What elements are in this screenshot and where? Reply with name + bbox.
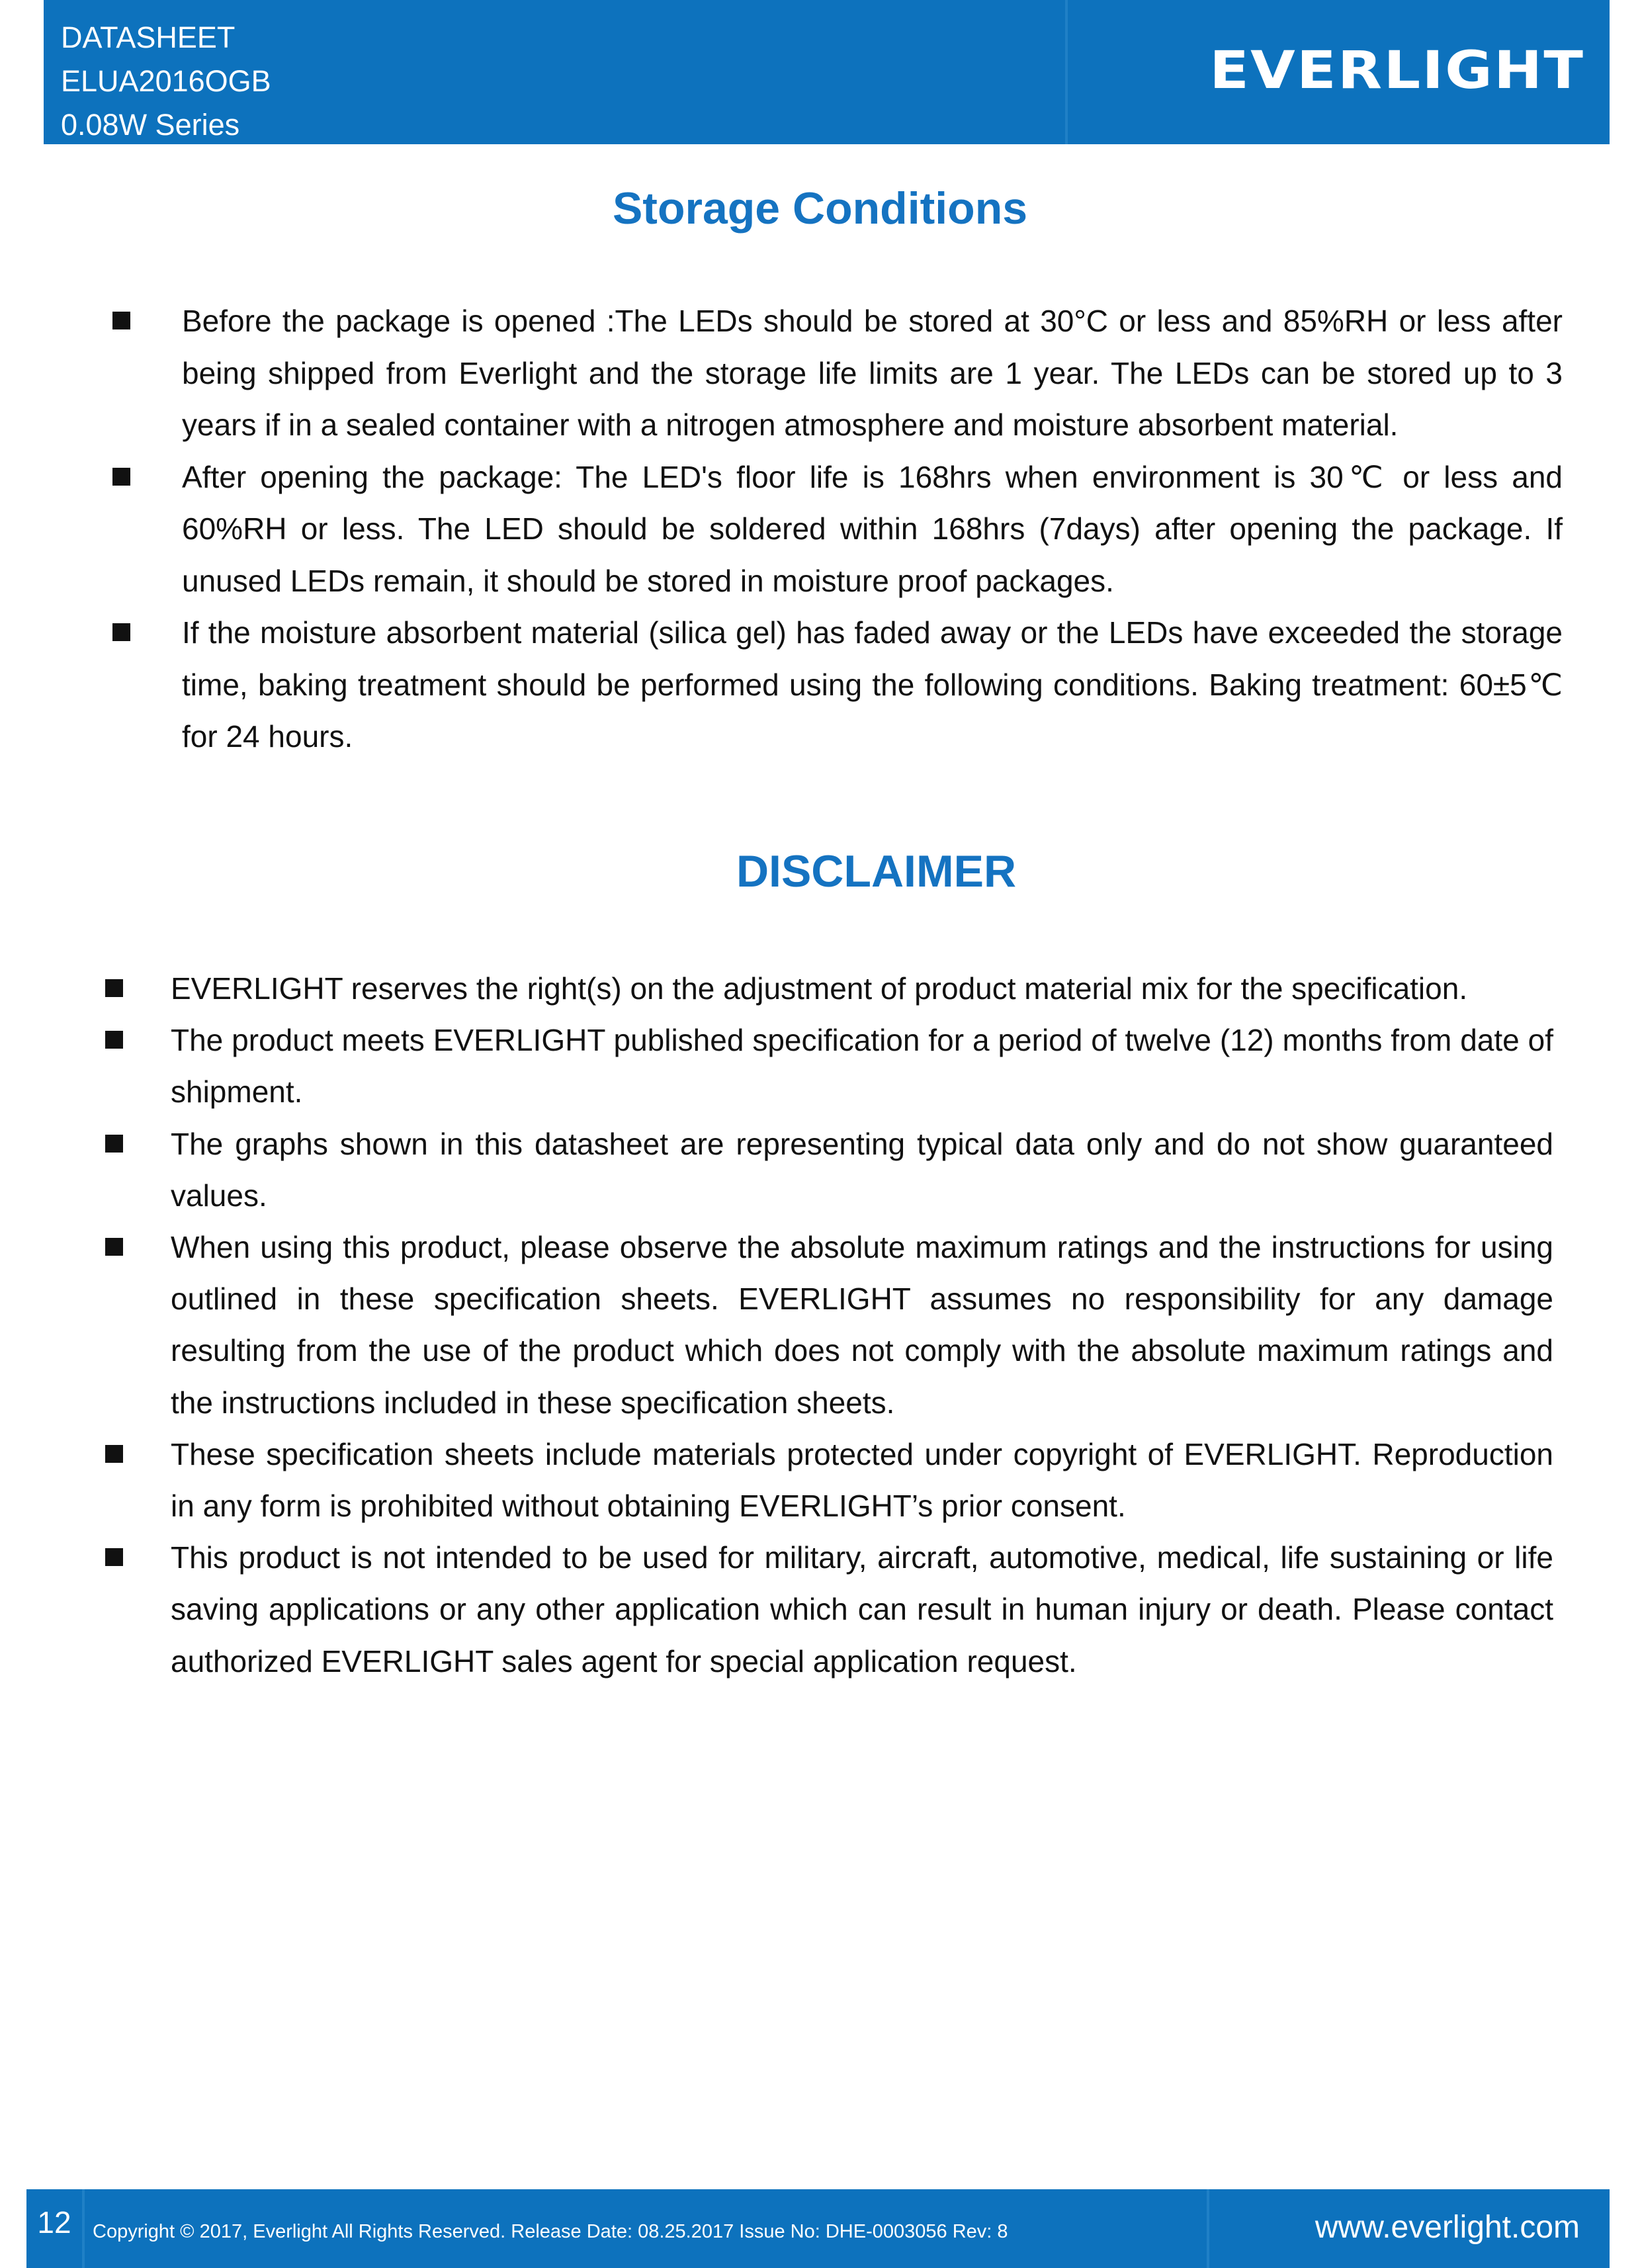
part-number: ELUA2016OGB: [61, 64, 271, 98]
document-meta: [61, 16, 271, 147]
list-item: [171, 1118, 1553, 1221]
square-bullet-icon: [112, 468, 130, 486]
square-bullet-icon: [105, 1031, 123, 1049]
disclaimer-item-text: This product is not intended to be used for military, aircraft, automotive, medical, life sustaining or life saving applications or any other application which can result in human injury or death. Please contact authorized EVERLIGHT sales agent for special application request.: [171, 1540, 1553, 1679]
disclaimer-item-text: The product meets EVERLIGHT published specification for a period of twelve (12) months from date of shipment.: [171, 1023, 1553, 1110]
list-item: [182, 607, 1563, 763]
list-item: [171, 1532, 1553, 1687]
disclaimer-item-text: EVERLIGHT reserves the right(s) on the adjustment of product material mix for the specification.: [171, 971, 1468, 1006]
copyright-text: Copyright © 2017, Everlight All Rights Reserved. Release Date: 08.25.2017 Issue No: DHE-0003056 Rev: 8: [93, 2221, 1008, 2242]
storage-title: Storage Conditions: [612, 183, 1028, 234]
list-item: [182, 295, 1563, 451]
doc-type: DATASHEET: [61, 21, 236, 54]
header-divider: [1065, 0, 1068, 144]
list-item: [171, 963, 1553, 1014]
disclaimer-item-text: These specification sheets include materials protected under copyright of EVERLIGHT. Reproduction in any form is prohibited without obtaining EVERLIGHT’s prior consent.: [171, 1436, 1553, 1524]
everlight-logo: EVERLIGHT: [1209, 41, 1584, 101]
list-item: [171, 1221, 1553, 1428]
footer-divider: [82, 2189, 85, 2268]
square-bullet-icon: [105, 1135, 123, 1153]
page-header: [44, 0, 1610, 144]
storage-item-text: If the moisture absorbent material (silica gel) has faded away or the LEDs have exceeded the storage time, baking treatment should be performed using the following conditions. Baking treatment: 60±5℃ for 24 hours.: [182, 615, 1563, 754]
disclaimer-item-text: When using this product, please observe the absolute maximum ratings and the instructions for using outlined in these specification sheets. EVERLIGHT assumes no responsibility for any damage resulting from the use of the product which does not comply with the absolute maximum ratings and the instructions included in these specification sheets.: [171, 1230, 1553, 1420]
square-bullet-icon: [105, 979, 123, 997]
square-bullet-icon: [112, 312, 130, 329]
square-bullet-icon: [105, 1548, 123, 1566]
storage-conditions-list: [182, 295, 1563, 763]
website-link[interactable]: www.everlight.com: [1315, 2210, 1580, 2245]
list-item: [171, 1014, 1553, 1117]
product-series: 0.08W Series: [61, 108, 240, 142]
storage-item-text: Before the package is opened :The LEDs should be stored at 30°C or less and 85%RH or less after being shipped from Everlight and the storage life limits are 1 year. The LEDs can be stored up to 3 years if in a sealed container with a nitrogen atmosphere and moisture absorbent material.: [182, 304, 1563, 442]
disclaimer-item-text: The graphs shown in this datasheet are representing typical data only and do not show guaranteed values.: [171, 1126, 1553, 1213]
disclaimer-title: DISCLAIMER: [736, 846, 1017, 896]
list-item: [171, 1428, 1553, 1532]
list-item: [182, 451, 1563, 607]
square-bullet-icon: [105, 1445, 123, 1463]
storage-item-text: After opening the package: The LED's floor life is 168hrs when environment is 30℃ or less and 60%RH or less. The LED should be soldered within 168hrs (7days) after opening the package. If unused LEDs remain, it should be stored in moisture proof packages.: [182, 459, 1563, 598]
disclaimer-list: [171, 963, 1553, 1687]
square-bullet-icon: [112, 623, 130, 641]
square-bullet-icon: [105, 1238, 123, 1256]
page-footer: [26, 2189, 1610, 2268]
footer-divider: [1207, 2189, 1209, 2268]
page-number: 12: [37, 2205, 71, 2240]
